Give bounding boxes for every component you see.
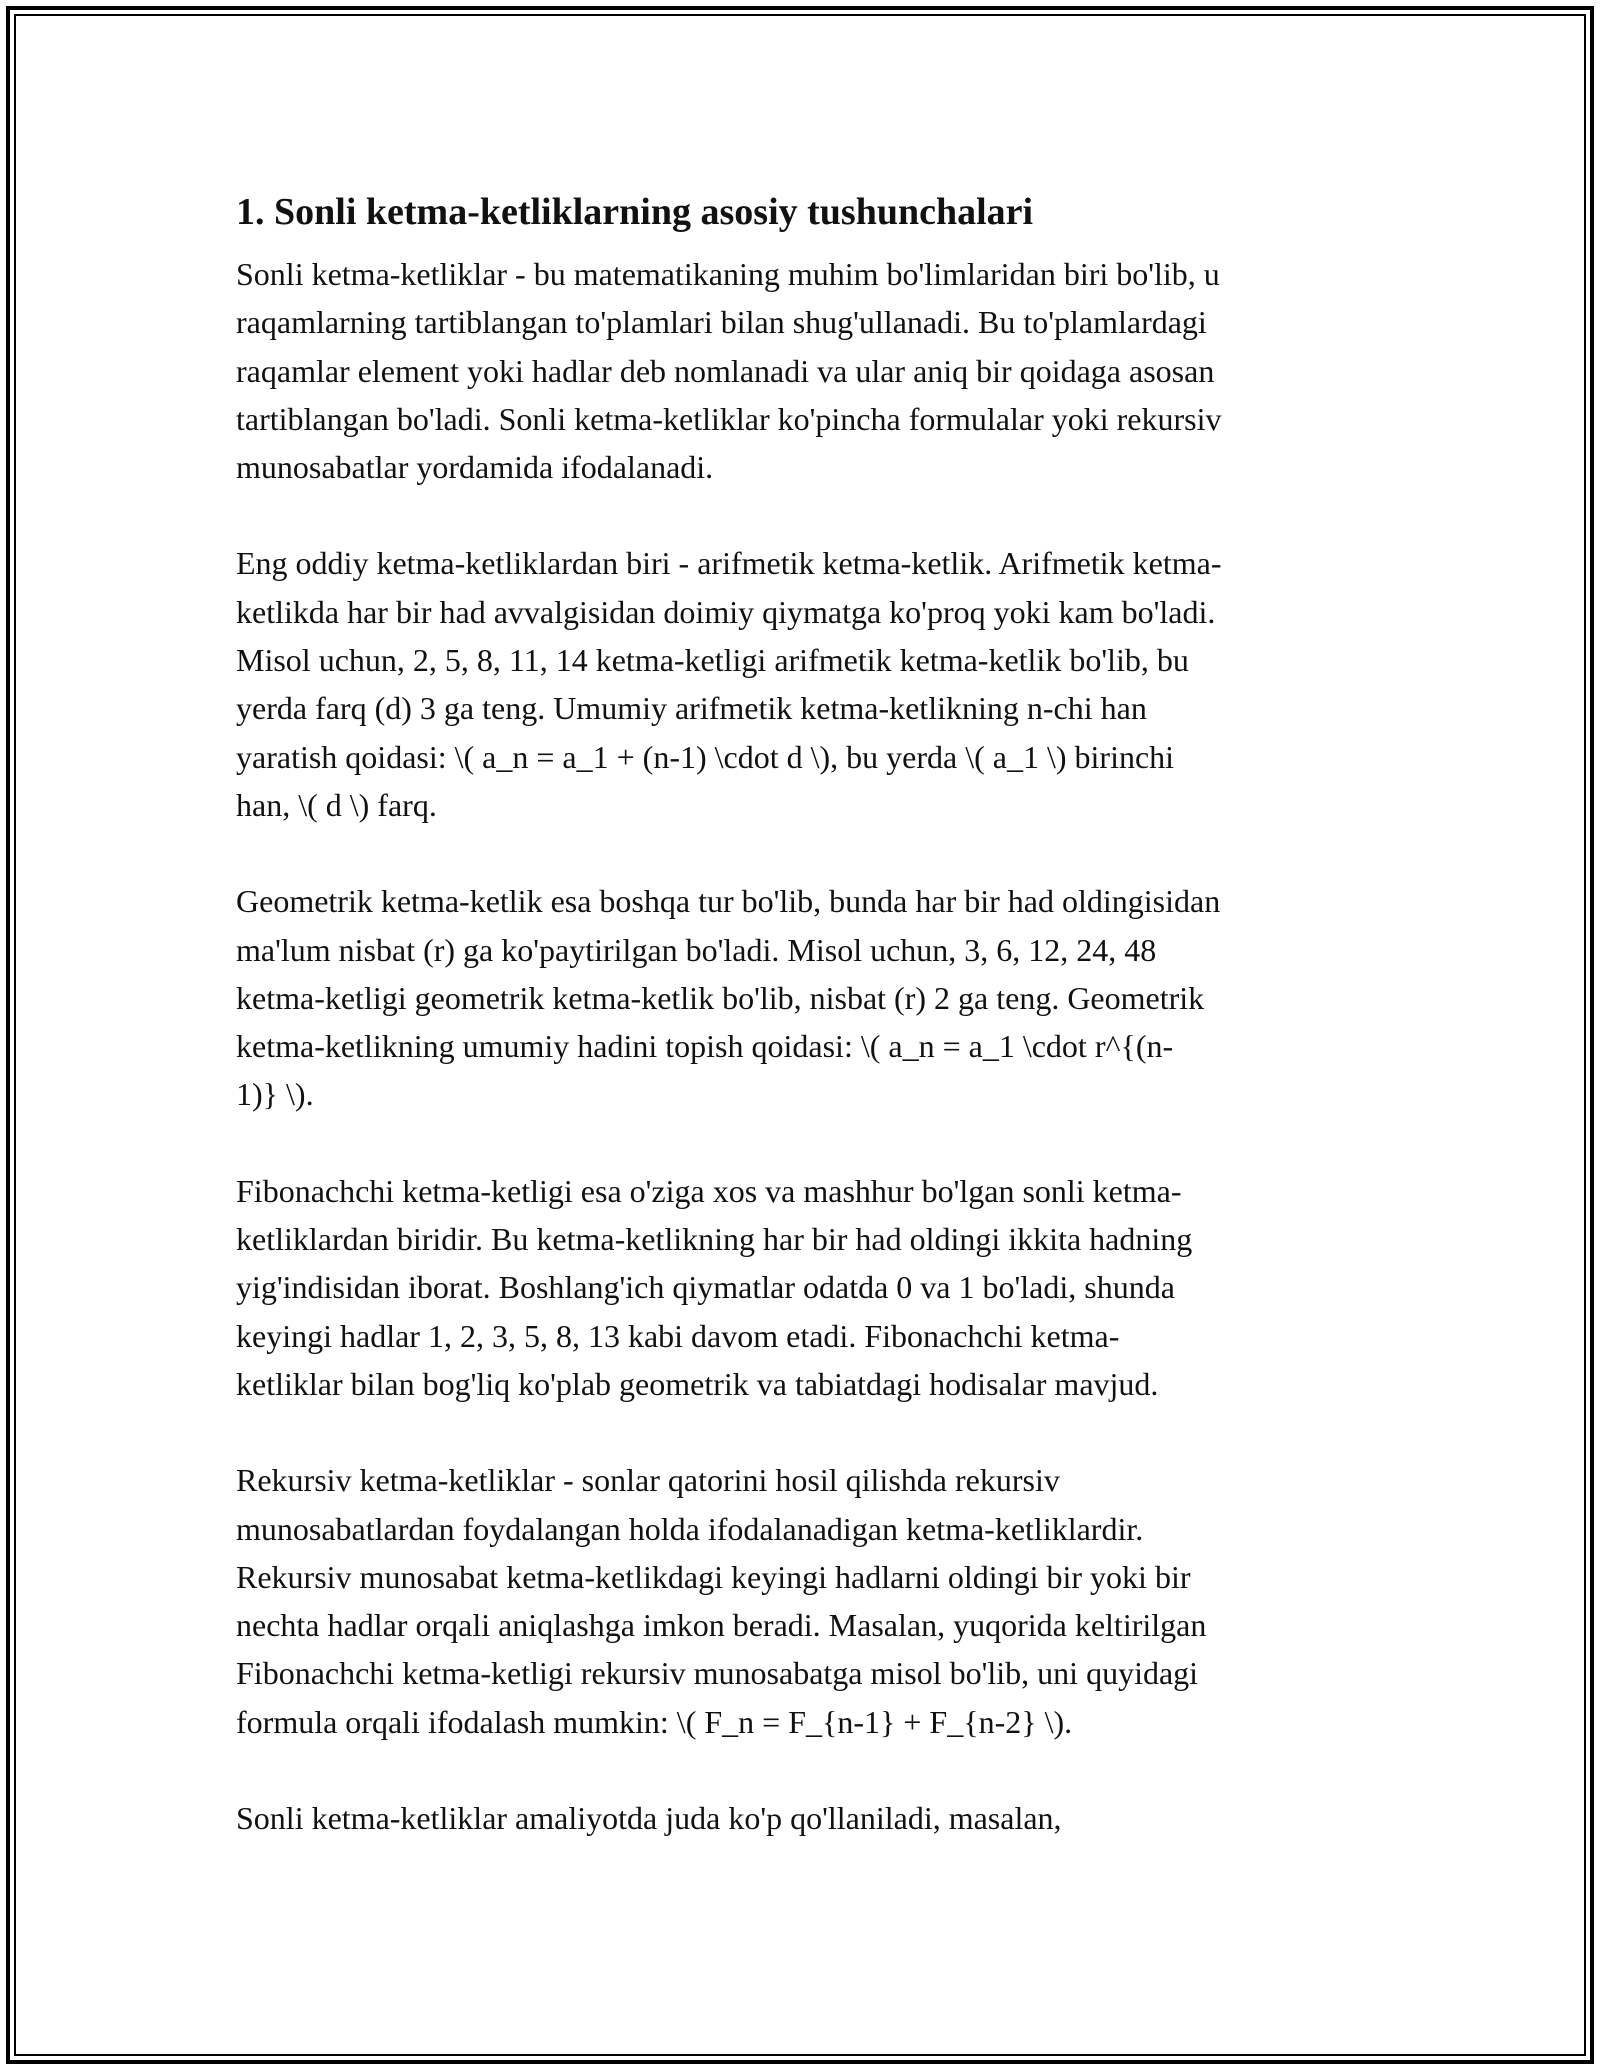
- paragraph-line: Geometrik ketma-ketlik esa boshqa tur bo'lib, bunda har bir had oldingisidan: [236, 883, 1221, 920]
- paragraph-line: ma'lum nisbat (r) ga ko'paytirilgan bo'ladi. Misol uchun, 3, 6, 12, 24, 48: [236, 931, 1157, 968]
- paragraph-line: formula orqali ifodalash mumkin: \( F_n = F_{n-1} + F_{n-2} \).: [236, 1703, 1073, 1740]
- paragraph-line: yaratish qoidasi: \( a_n = a_1 + (n-1) \cdot d \), bu yerda \( a_1 \) birinchi: [236, 738, 1175, 775]
- paragraph: [236, 539, 1376, 829]
- paragraph-line: Misol uchun, 2, 5, 8, 11, 14 ketma-ketligi arifmetik ketma-ketlik bo'lib, bu: [236, 642, 1189, 679]
- paragraph: [236, 1167, 1376, 1408]
- paragraph: [236, 1794, 1376, 1842]
- paragraph-line: Sonli ketma-ketliklar - bu matematikaning muhim bo'limlaridan biri bo'lib, u: [236, 256, 1220, 292]
- paragraph-line: nechta hadlar orqali aniqlashga imkon beradi. Masalan, yuqorida keltirilgan: [236, 1607, 1207, 1644]
- paragraph-line: yig'indisidan iborat. Boshlang'ich qiymatlar odatda 0 va 1 bo'ladi, shunda: [236, 1269, 1175, 1306]
- paragraph-line: munosabatlar yordamida ifodalanadi.: [236, 449, 714, 486]
- paragraph-line: raqamlarning tartiblangan to'plamlari bilan shug'ullanadi. Bu to'plamlardagi: [236, 304, 1207, 341]
- paragraph-line: yerda farq (d) 3 ga teng. Umumiy arifmetik ketma-ketlikning n-chi han: [236, 690, 1147, 727]
- paragraph-line: 1)} \).: [236, 1076, 314, 1113]
- paragraph-line: raqamlar element yoki hadlar deb nomlanadi va ular aniq bir qoidaga asosan: [236, 352, 1215, 389]
- paragraph-line: Fibonachchi ketma-ketligi rekursiv munosabatga misol bo'lib, uni quyidagi: [236, 1655, 1199, 1692]
- paragraph-line: Fibonachchi ketma-ketligi esa o'ziga xos va mashhur bo'lgan sonli ketma-: [236, 1172, 1182, 1209]
- paragraph-line: ketma-ketligi geometrik ketma-ketlik bo'lib, nisbat (r) 2 ga teng. Geometrik: [236, 979, 1205, 1016]
- paragraph-line: han, \( d \) farq.: [236, 786, 437, 823]
- paragraph-line: Rekursiv ketma-ketliklar - sonlar qatorini hosil qilishda rekursiv: [236, 1462, 1060, 1499]
- paragraph-line: keyingi hadlar 1, 2, 3, 5, 8, 13 kabi davom etadi. Fibonachchi ketma-: [236, 1317, 1120, 1354]
- paragraph-line: tartiblangan bo'ladi. Sonli ketma-ketliklar ko'pincha formulalar yoki rekursiv: [236, 400, 1222, 437]
- paragraph-line: ketma-ketlikning umumiy hadini topish qoidasi: \( a_n = a_1 \cdot r^{(n-: [236, 1028, 1174, 1065]
- paragraph: [236, 250, 1376, 491]
- paragraph-line: ketliklardan biridir. Bu ketma-ketlikning har bir had oldingi ikkita hadning: [236, 1221, 1193, 1258]
- paragraph-list: [236, 250, 1376, 1842]
- paragraph-line: ketlikda har bir had avvalgisidan doimiy qiymatga ko'proq yoki kam bo'ladi.: [236, 593, 1216, 630]
- paragraph-line: ketliklar bilan bog'liq ko'plab geometrik va tabiatdagi hodisalar mavjud.: [236, 1365, 1159, 1402]
- paragraph-line: Rekursiv munosabat ketma-ketlikdagi keyingi hadlarni oldingi bir yoki bir: [236, 1558, 1191, 1595]
- paragraph-line: Sonli ketma-ketliklar amaliyotda juda ko'p qo'llaniladi, masalan,: [236, 1800, 1062, 1837]
- paragraph: [236, 1456, 1376, 1746]
- paragraph-line: Eng oddiy ketma-ketliklardan biri - arifmetik ketma-ketlik. Arifmetik ketma-: [236, 545, 1222, 582]
- document-body: [236, 186, 1376, 1890]
- paragraph: [236, 877, 1376, 1118]
- paragraph-line: munosabatlardan foydalangan holda ifodalanadigan ketma-ketliklardir.: [236, 1510, 1144, 1547]
- section-heading: 1. Sonli ketma-ketliklarning asosiy tushunchalari: [236, 191, 1034, 233]
